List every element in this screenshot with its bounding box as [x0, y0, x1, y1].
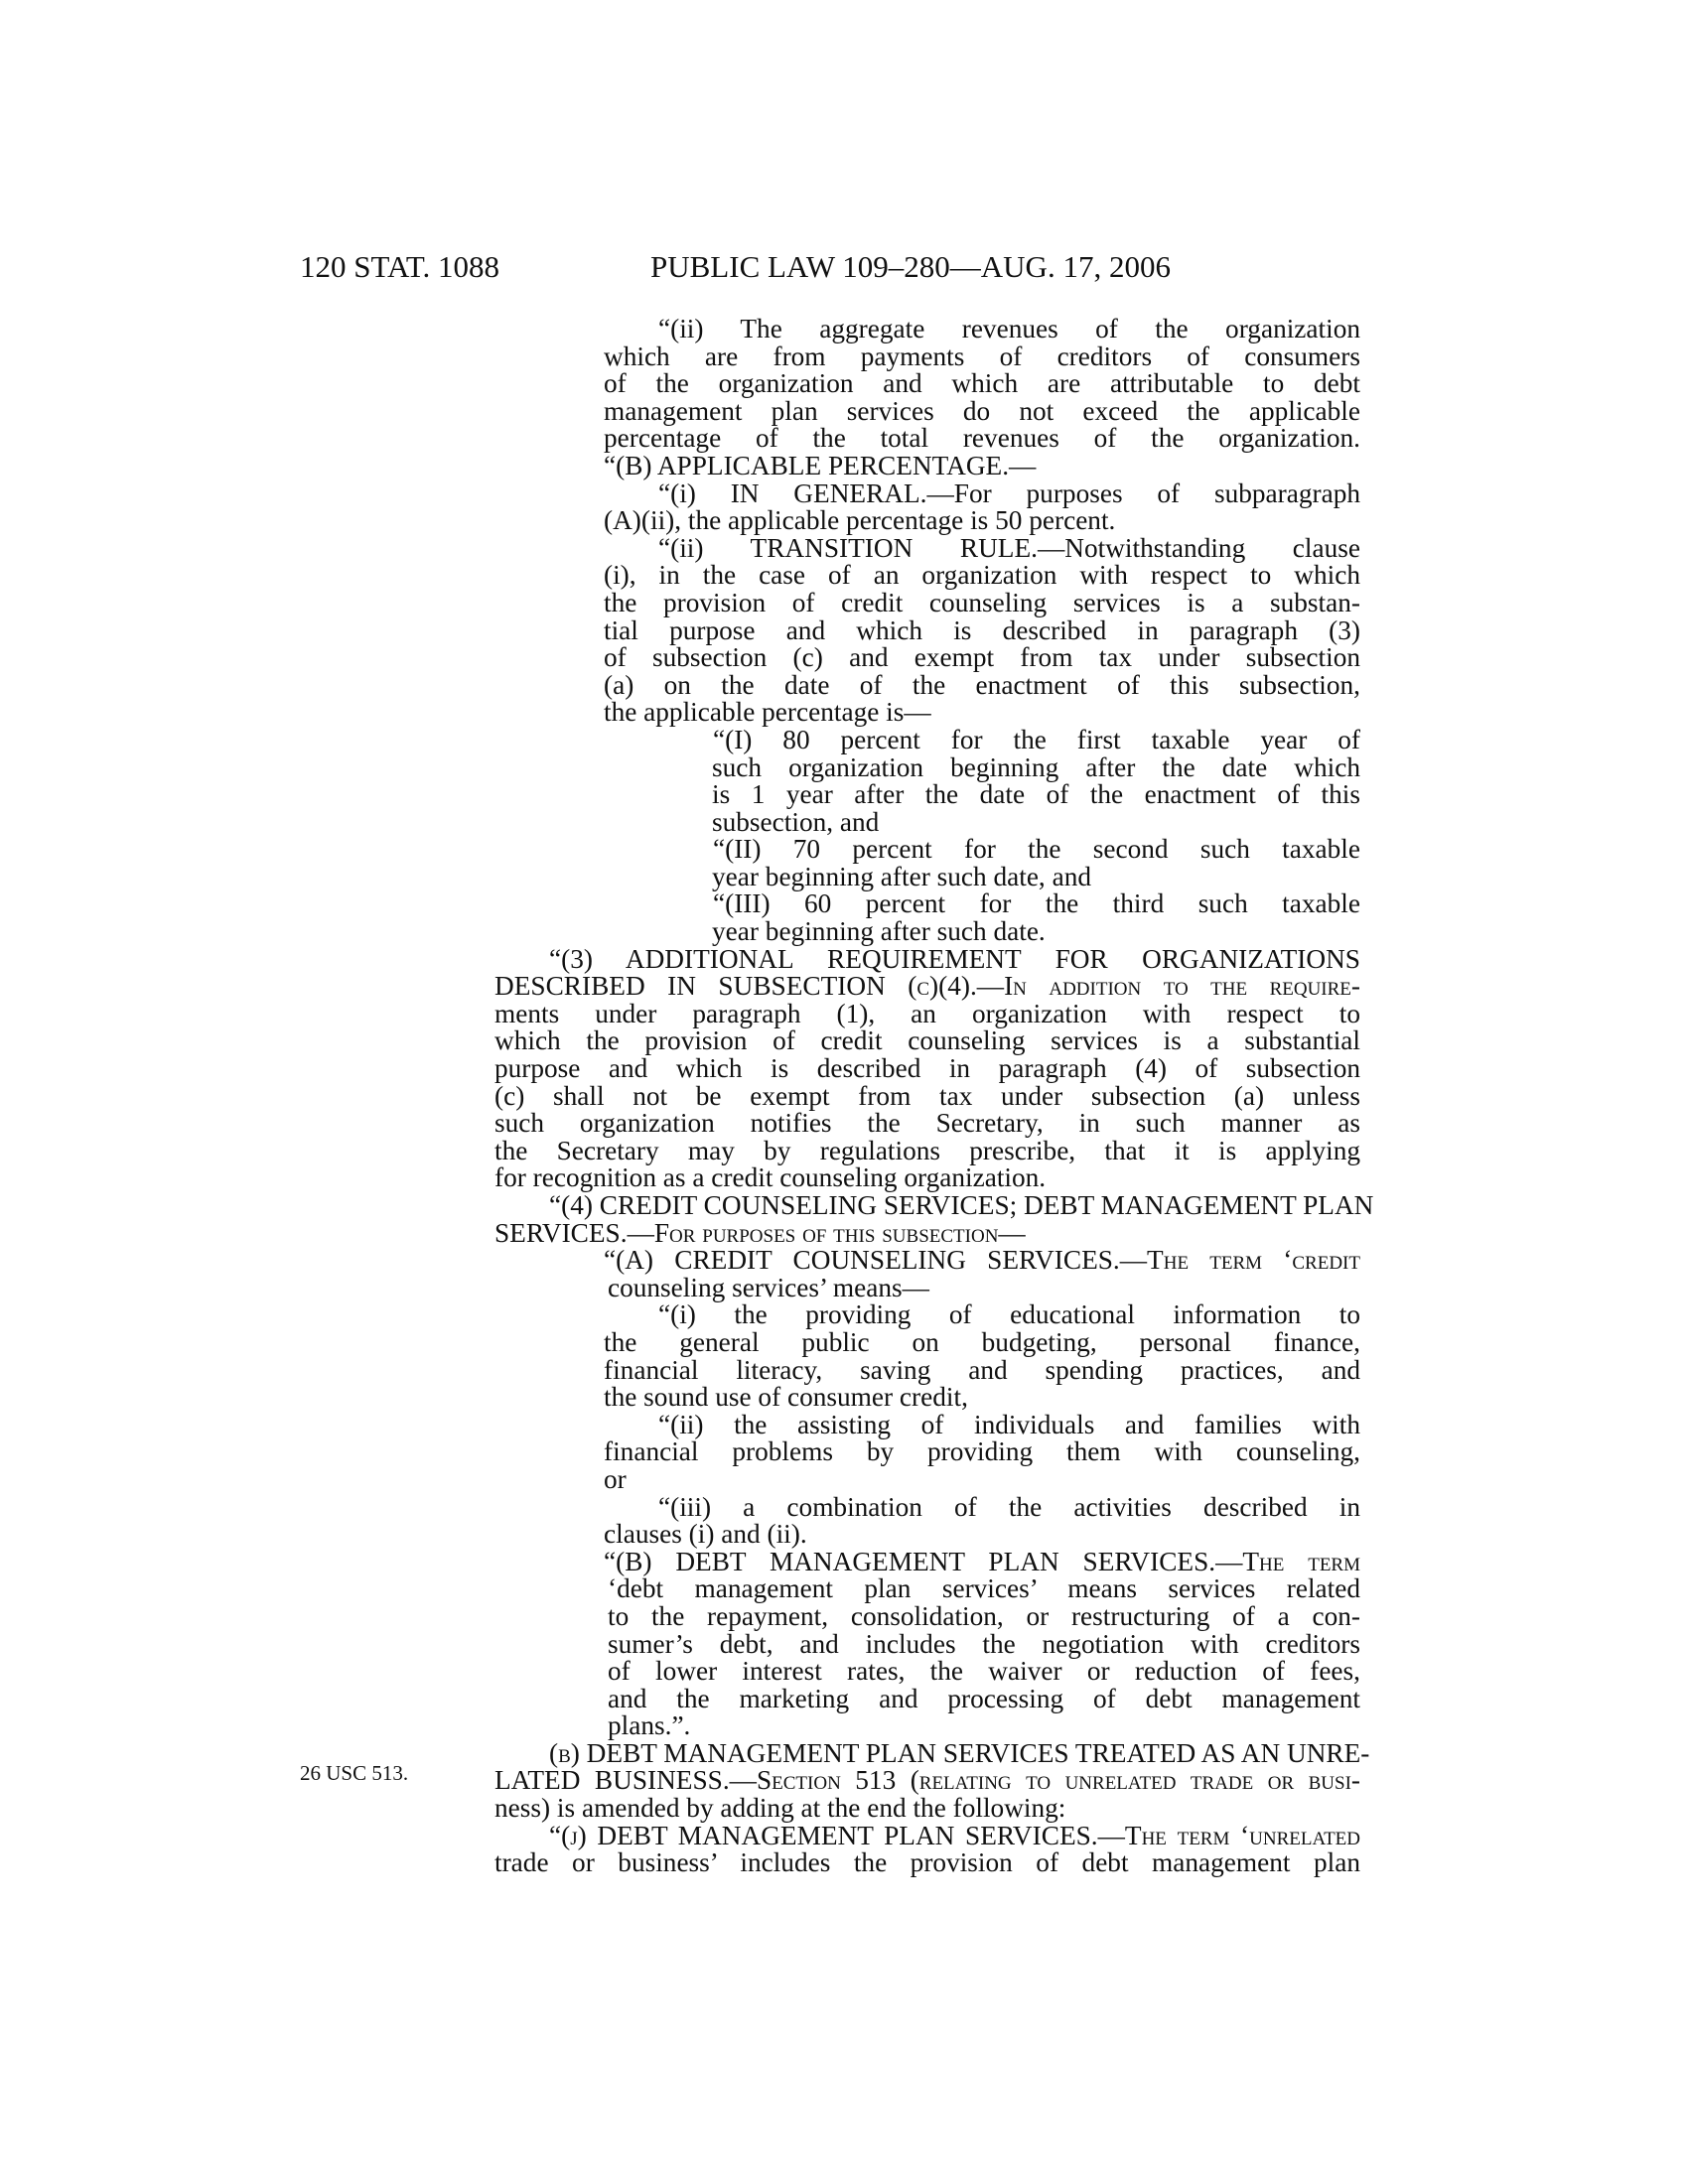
- text-line: is 1 year after the date of the enactment of this: [712, 779, 1360, 810]
- text-line: clauses (i) and (ii).: [604, 1519, 807, 1550]
- text-line: the Secretary may by regulations prescribe, that it is applying: [494, 1135, 1360, 1165]
- text-line: plans.”.: [608, 1710, 691, 1741]
- text-line: SERVICES.—For purposes of this subsection—: [494, 1217, 1026, 1248]
- text-line: “(iii) a combination of the activities described in: [658, 1491, 1360, 1522]
- text-line: which the provision of credit counseling services is a substantial: [494, 1025, 1360, 1056]
- text-line: of the organization and which are attributable to debt: [604, 368, 1360, 399]
- stat-page-number: 120 STAT. 1088: [300, 249, 500, 284]
- running-head-law-title: PUBLIC LAW 109–280—AUG. 17, 2006: [650, 249, 1171, 284]
- text-line: “(i) the providing of educational information to: [658, 1299, 1360, 1330]
- text-line: the provision of credit counseling services is a substan-: [604, 587, 1360, 617]
- text-line: “(I) 80 percent for the first taxable year of: [713, 724, 1360, 754]
- text-line: such organization notifies the Secretary, in such manner as: [494, 1108, 1360, 1139]
- text-line: or: [604, 1463, 627, 1494]
- text-line: purpose and which is described in paragraph (4) of subsection: [494, 1053, 1360, 1084]
- text-line: management plan services do not exceed the applicable: [604, 395, 1360, 426]
- text-line: “(j) DEBT MANAGEMENT PLAN SERVICES.—The term ‘unrelated: [549, 1820, 1360, 1850]
- text-line: for recognition as a credit counseling organization.: [494, 1162, 1047, 1193]
- text-line: “(B) DEBT MANAGEMENT PLAN SERVICES.—The term: [604, 1546, 1360, 1576]
- text-line: “(i) IN GENERAL.—For purposes of subparagraph: [658, 478, 1360, 508]
- text-line: LATED BUSINESS.—Section 513 (relating to unrelated trade or busi-: [494, 1765, 1360, 1796]
- text-line: year beginning after such date.: [712, 916, 1046, 947]
- text-line: (i), in the case of an organization with respect to which: [604, 560, 1360, 591]
- text-line: the general public on budgeting, personal finance,: [604, 1326, 1360, 1357]
- text-line: (A)(ii), the applicable percentage is 50 percent.: [604, 505, 1116, 536]
- text-line: tial purpose and which is described in paragraph (3): [604, 614, 1360, 645]
- text-line: (c) shall not be exempt from tax under subsection (a) unless: [494, 1080, 1360, 1111]
- text-line: the sound use of consumer credit,: [604, 1382, 968, 1413]
- text-line: “(A) CREDIT COUNSELING SERVICES.—The term ‘credit: [604, 1245, 1360, 1276]
- text-line: ness) is amended by adding at the end the following:: [494, 1793, 1066, 1824]
- text-line: of lower interest rates, the waiver or reduction of fees,: [608, 1656, 1360, 1687]
- text-line: “(ii) the assisting of individuals and families with: [658, 1409, 1360, 1439]
- text-line: sumer’s debt, and includes the negotiation with creditors: [608, 1628, 1360, 1659]
- text-line: “(II) 70 percent for the second such taxable: [713, 834, 1360, 865]
- text-line: DESCRIBED IN SUBSECTION (c)(4).—In addition to the require-: [494, 971, 1360, 1002]
- text-line: and the marketing and processing of debt management: [608, 1683, 1360, 1713]
- text-line: “(ii) The aggregate revenues of the organization: [658, 314, 1360, 343]
- text-line: which are from payments of creditors of consumers: [604, 341, 1360, 371]
- text-line: ments under paragraph (1), an organization with respect to: [494, 998, 1360, 1028]
- margin-note-usc-citation: 26 USC 513.: [300, 1761, 409, 1785]
- text-line: such organization beginning after the date which: [712, 751, 1360, 782]
- text-line: “(ii) TRANSITION RULE.—Notwithstanding clause: [658, 532, 1360, 563]
- text-line: year beginning after such date, and: [712, 861, 1091, 891]
- text-line: percentage of the total revenues of the organization.: [604, 423, 1360, 454]
- text-line: financial problems by providing them with counseling,: [604, 1436, 1360, 1467]
- text-line: the applicable percentage is—: [604, 697, 931, 728]
- text-line: (b) DEBT MANAGEMENT PLAN SERVICES TREATED AS AN UNRE-: [549, 1737, 1370, 1768]
- text-line: (a) on the date of the enactment of this subsection,: [604, 669, 1360, 700]
- text-line: to the repayment, consolidation, or restructuring of a con-: [608, 1600, 1360, 1631]
- text-line: “(B) APPLICABLE PERCENTAGE.—: [604, 450, 1037, 480]
- text-line: “(III) 60 percent for the third such taxable: [713, 888, 1360, 919]
- text-line: of subsection (c) and exempt from tax under subsection: [604, 642, 1360, 673]
- statute-body-text: [0, 316, 1688, 1877]
- text-line: counseling services’ means—: [608, 1272, 929, 1302]
- text-line: financial literacy, saving and spending practices, and: [604, 1354, 1360, 1385]
- text-line: “(3) ADDITIONAL REQUIREMENT FOR ORGANIZATIONS: [549, 943, 1360, 974]
- text-line: subsection, and: [712, 806, 880, 837]
- text-line: ‘debt management plan services’ means services related: [608, 1573, 1360, 1604]
- text-line: trade or business’ includes the provision of debt management plan: [494, 1847, 1360, 1878]
- text-line: “(4) CREDIT COUNSELING SERVICES; DEBT MANAGEMENT PLAN: [549, 1190, 1374, 1220]
